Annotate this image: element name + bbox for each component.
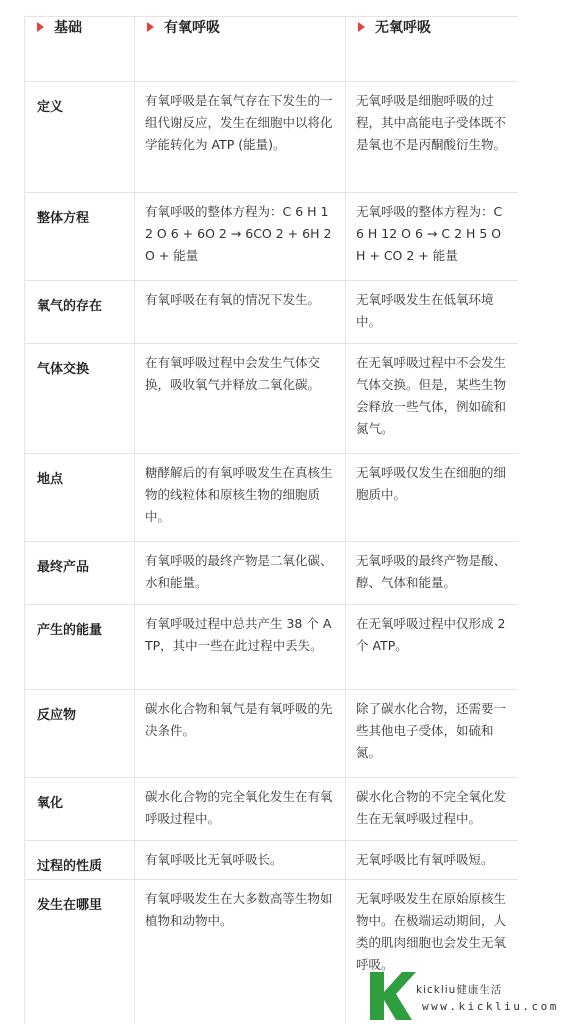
comparison-sheet (24, 16, 518, 1024)
table-row (25, 193, 519, 281)
aerobic-cell (135, 690, 346, 778)
anaerobic-text: 在无氧呼吸过程中不会发生气体交换。但是，某些生物会释放一些气体，例如硫和氮气。 (356, 355, 507, 436)
kickliu-logo-icon (362, 968, 418, 1022)
row-label: 发生在哪里 (25, 880, 135, 1024)
watermark (362, 966, 562, 1022)
table-row (25, 542, 519, 605)
anaerobic-text: 碳水化合物的不完全氧化发生在无氧呼吸过程中。 (356, 789, 507, 826)
table-row (25, 454, 519, 542)
anaerobic-cell (346, 542, 519, 605)
anaerobic-text: 在无氧呼吸过程中仅形成 2 个 ATP。 (356, 616, 506, 653)
table-row (25, 778, 519, 841)
triangle-marker-icon (147, 22, 154, 32)
table-row (25, 344, 519, 454)
table-header-row (25, 17, 519, 82)
aerobic-cell (135, 841, 346, 880)
aerobic-text: 有氧呼吸是在氧气存在下发生的一组代谢反应，发生在细胞中以将化学能转化为 ATP (能量)。 (145, 93, 333, 152)
aerobic-cell (135, 82, 346, 193)
anaerobic-text: 除了碳水化合物，还需要一些其他电子受体，如硫和氮。 (356, 701, 507, 760)
row-label: 最终产品 (25, 542, 135, 605)
anaerobic-cell (346, 281, 519, 344)
comparison-table (24, 16, 518, 1024)
table-row (25, 281, 519, 344)
row-label: 氧化 (25, 778, 135, 841)
row-label: 产生的能量 (25, 605, 135, 690)
aerobic-text: 有氧呼吸过程中总共产生 38 个 ATP，其中一些在此过程中丢失。 (145, 616, 332, 653)
table-row (25, 605, 519, 690)
aerobic-text: 有氧呼吸在有氧的情况下发生。 (145, 292, 321, 307)
aerobic-cell (135, 454, 346, 542)
anaerobic-cell (346, 778, 519, 841)
header-label: 基础 (54, 20, 82, 36)
aerobic-cell (135, 344, 346, 454)
aerobic-cell (135, 193, 346, 281)
anaerobic-cell (346, 605, 519, 690)
aerobic-text: 在有氧呼吸过程中会发生气体交换，吸收氧气并释放二氧化碳。 (145, 355, 321, 392)
aerobic-cell (135, 778, 346, 841)
anaerobic-text: 无氧呼吸仅发生在细胞的细胞质中。 (356, 465, 507, 502)
table-body (25, 82, 519, 1024)
anaerobic-text: 无氧呼吸发生在原始原核生物中。在极端运动期间，人类的肌肉细胞也会发生无氧呼吸。 (356, 891, 507, 972)
row-label: 地点 (25, 454, 135, 542)
aerobic-cell (135, 880, 346, 1024)
aerobic-text: 糖酵解后的有氧呼吸发生在真核生物的线粒体和原核生物的细胞质中。 (145, 465, 333, 524)
aerobic-text: 有氧呼吸的最终产物是二氧化碳、水和能量。 (145, 553, 333, 590)
header-label: 无氧呼吸 (375, 20, 431, 36)
watermark-brand: kickliu健康生活 (416, 984, 503, 996)
table-row (25, 841, 519, 880)
anaerobic-text: 无氧呼吸的整体方程为：C 6 H 12 O 6 → C 2 H 5 OH + CO 2 + 能量 (356, 204, 503, 263)
aerobic-cell (135, 605, 346, 690)
row-label: 反应物 (25, 690, 135, 778)
triangle-marker-icon (37, 22, 44, 32)
table-row (25, 82, 519, 193)
anaerobic-cell (346, 193, 519, 281)
aerobic-cell (135, 542, 346, 605)
aerobic-text: 碳水化合物和氧气是有氧呼吸的先决条件。 (145, 701, 333, 738)
anaerobic-text: 无氧呼吸比有氧呼吸短。 (356, 852, 494, 867)
anaerobic-text: 无氧呼吸是细胞呼吸的过程，其中高能电子受体既不是氧也不是丙酮酸衍生物。 (356, 93, 507, 152)
table-row (25, 690, 519, 778)
header-anaerobic (346, 17, 519, 82)
anaerobic-text: 无氧呼吸的最终产物是酸、醇、气体和能量。 (356, 553, 507, 590)
aerobic-text: 有氧呼吸比无氧呼吸长。 (145, 852, 283, 867)
aerobic-text: 碳水化合物的完全氧化发生在有氧呼吸过程中。 (145, 789, 333, 826)
anaerobic-cell (346, 454, 519, 542)
aerobic-cell (135, 281, 346, 344)
row-label: 氧气的存在 (25, 281, 135, 344)
watermark-url: www.kickliu.com (422, 1000, 559, 1013)
anaerobic-cell (346, 82, 519, 193)
aerobic-text: 有氧呼吸发生在大多数高等生物如植物和动物中。 (145, 891, 333, 928)
row-label: 气体交换 (25, 344, 135, 454)
triangle-marker-icon (358, 22, 365, 32)
row-label: 整体方程 (25, 193, 135, 281)
row-label: 过程的性质 (25, 841, 135, 880)
anaerobic-text: 无氧呼吸发生在低氧环境中。 (356, 292, 494, 329)
header-basis (25, 17, 135, 82)
row-label: 定义 (25, 82, 135, 193)
anaerobic-cell (346, 344, 519, 454)
header-label: 有氧呼吸 (164, 20, 220, 36)
header-aerobic (135, 17, 346, 82)
aerobic-text: 有氧呼吸的整体方程为：C 6 H 12 O 6 + 6O 2 → 6CO 2 + 6H 2 O + 能量 (145, 204, 332, 263)
anaerobic-cell (346, 841, 519, 880)
anaerobic-cell (346, 690, 519, 778)
